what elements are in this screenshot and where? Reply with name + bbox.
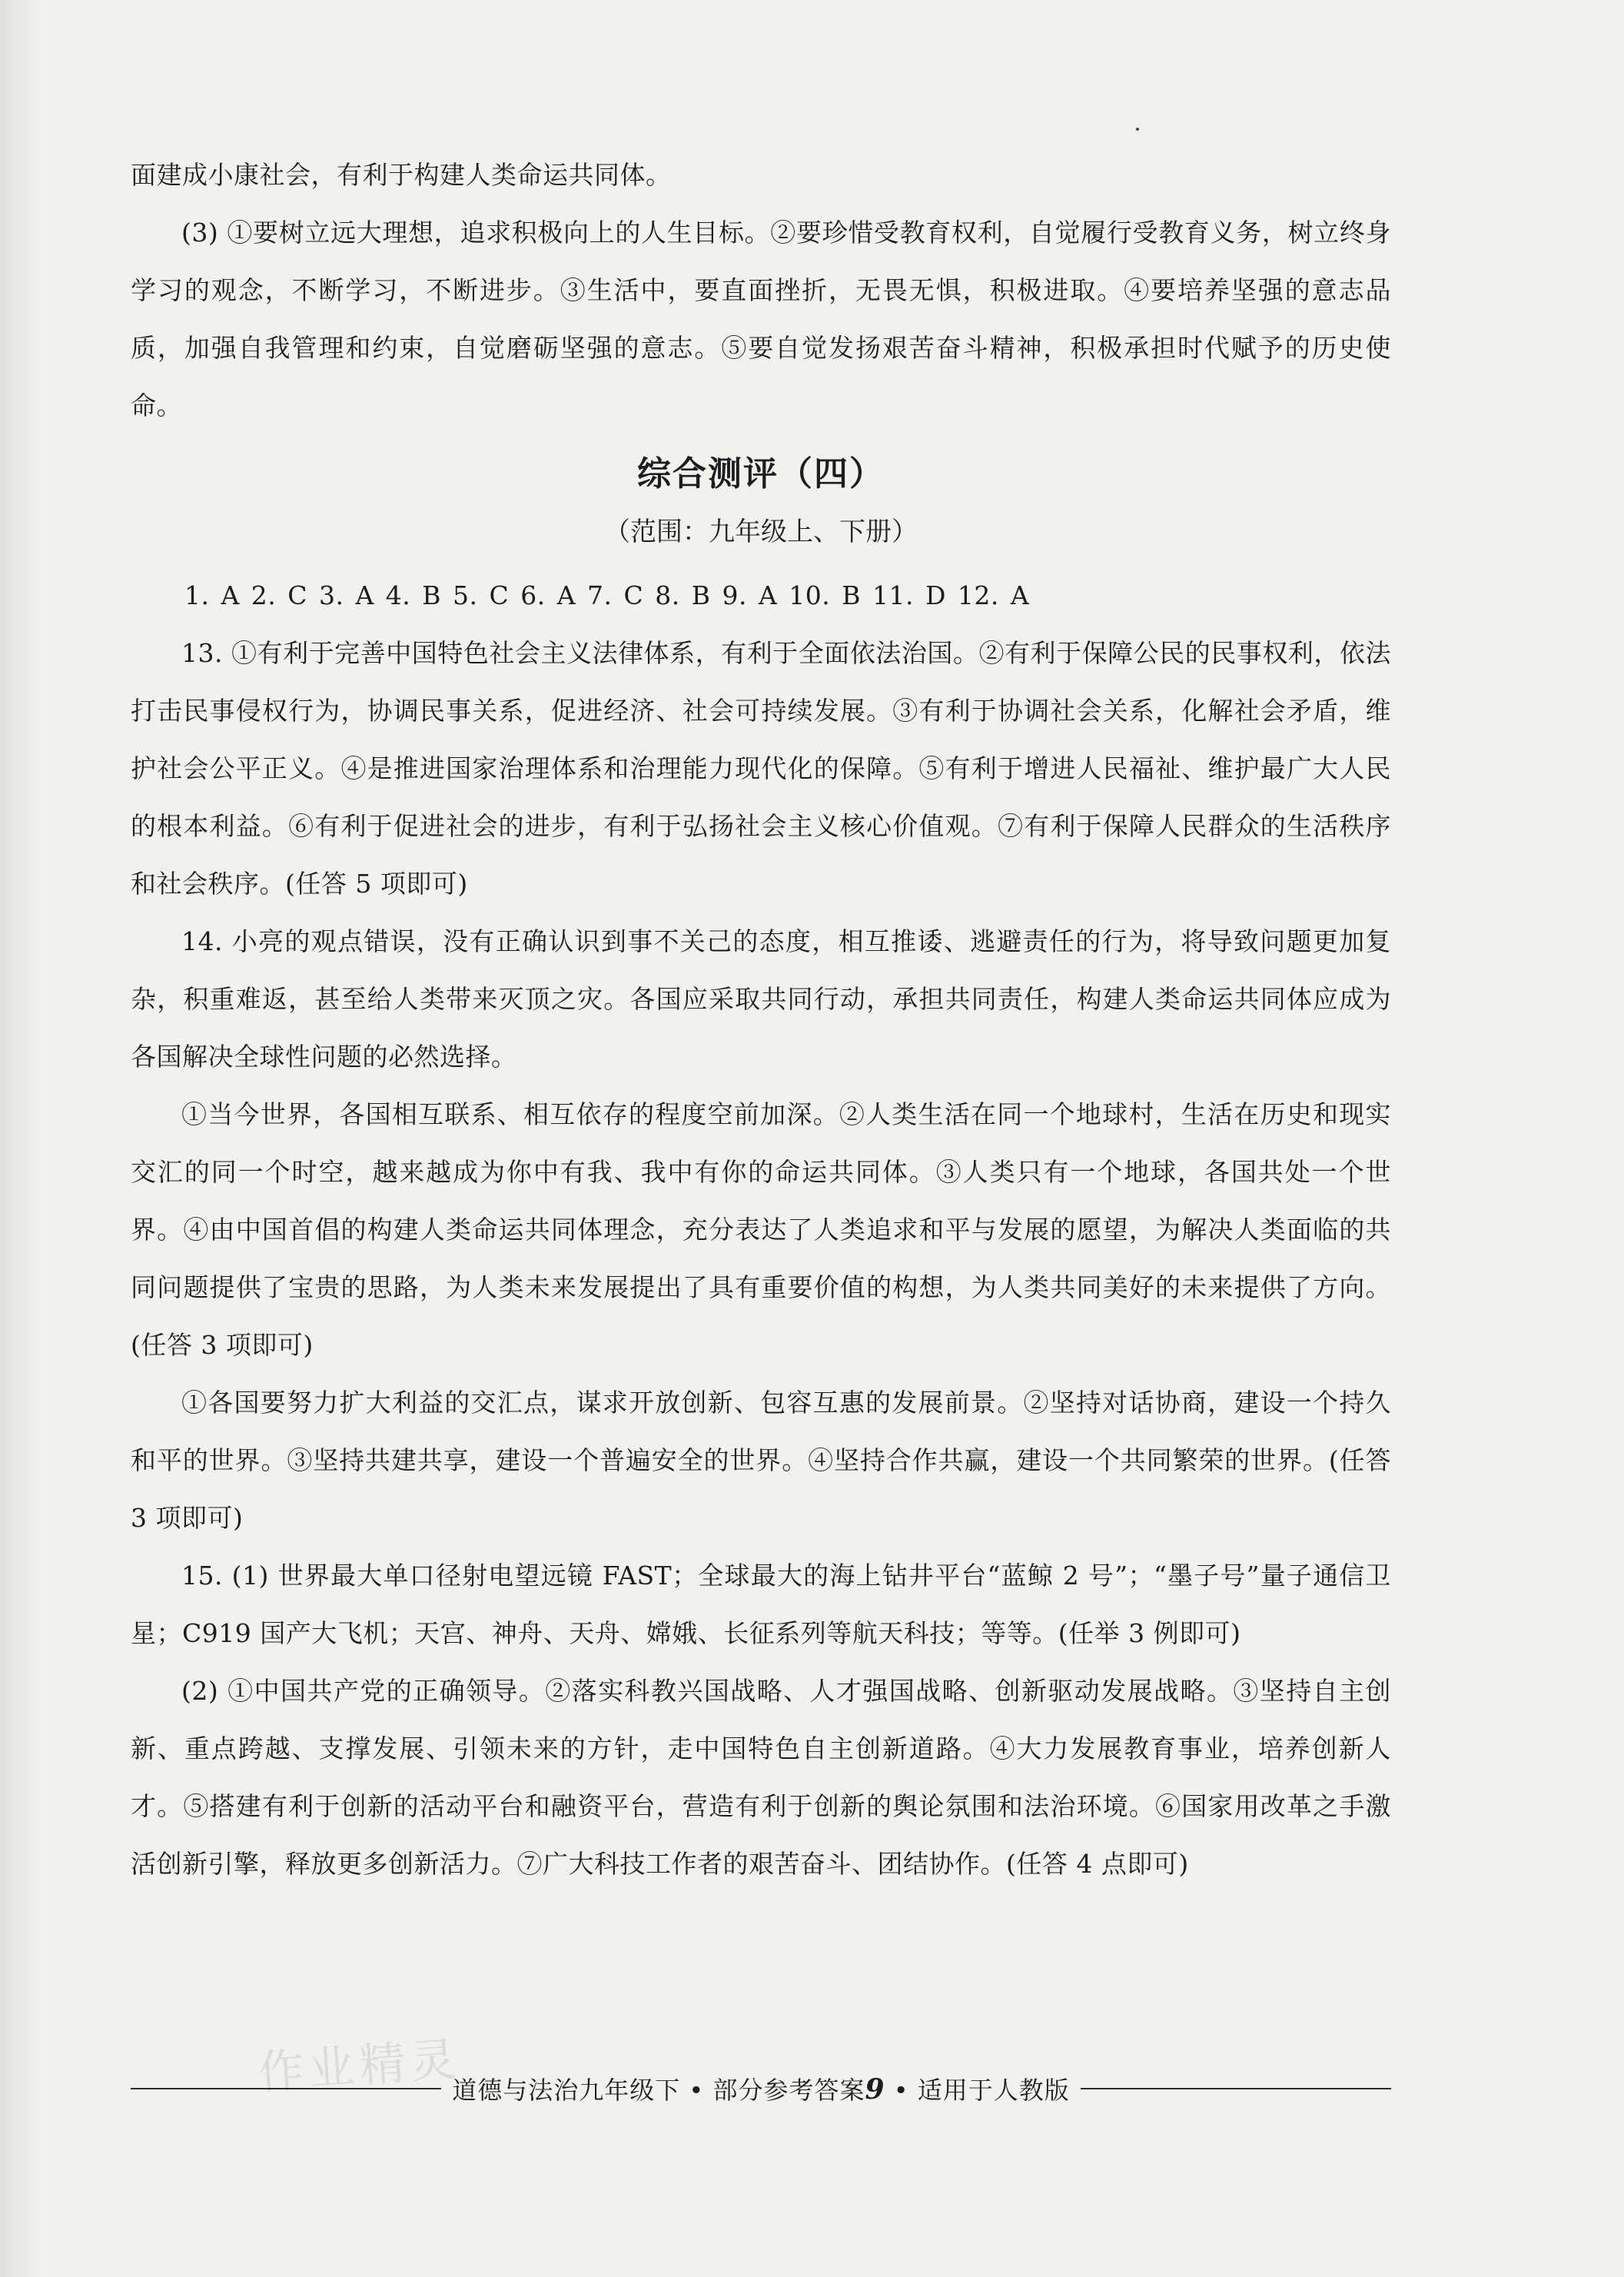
paragraph-answer-3: (3) ①要树立远大理想，追求积极向上的人生目标。②要珍惜受教育权利，自觉履行受教育义务，树立终身学习的观念，不断学习，不断进步。③生活中，要直面挫折，无畏无惧，积极进取。④要培养坚强的意志品质，加强自我管理和约束，自觉磨砺坚强的意志。⑤要自觉发扬艰苦奋斗精神，积极承担时代赋予的历史使命。 xyxy=(131,218,1391,420)
section-subtitle: （范围：九年级上、下册） xyxy=(604,517,918,547)
choice-answers: 1. A 2. C 3. A 4. B 5. C 6. A 7. C 8. B 9. A 10. B 11. D 12. A xyxy=(184,580,1030,610)
footer-subject: 道德与法治九年级下 xyxy=(452,2076,681,2105)
paragraph-continuation: 面建成小康社会，有利于构建人类命运共同体。 xyxy=(131,160,672,190)
footer-text xyxy=(441,2071,1081,2106)
footer-separator: • xyxy=(689,2076,705,2105)
section-title: 综合测评（四） xyxy=(637,454,885,494)
footer-rule-left xyxy=(131,2088,441,2089)
page-number: 9 xyxy=(865,2073,885,2106)
footer-separator: • xyxy=(893,2076,909,2105)
scan-speck xyxy=(1136,128,1139,131)
footer-answers-label: 部分参考答案 xyxy=(712,2076,865,2105)
paragraph-answer-15-2: (2) ①中国共产党的正确领导。②落实科教兴国战略、人才强国战略、创新驱动发展战略。③坚持自主创新、重点跨越、支撑发展、引领未来的方针，走中国特色自主创新道路。④大力发展教育事业，培养创新人才。⑤搭建有利于创新的活动平台和融资平台，营造有利于创新的舆论氛围和法治环境。⑥国家用改革之手激活创新引擎，释放更多创新活力。⑦广大科技工作者的艰苦奋斗、团结协作。(任答 4 点即可) xyxy=(131,1676,1391,1879)
watermark: 作业精灵 xyxy=(256,2032,463,2101)
footer-edition: 适用于人教版 xyxy=(917,2076,1070,2105)
paragraph-answer-14: 14. 小亮的观点错误，没有正确认识到事不关己的态度，相互推诿、逃避责任的行为，将导致问题更加复杂，积重难返，甚至给人类带来灭顶之灾。各国应采取共同行动，承担共同责任，构建人类命运共同体应成为各国解决全球性问题的必然选择。 xyxy=(131,926,1391,1072)
page-footer xyxy=(131,2069,1391,2108)
paragraph-answer-13: 13. ①有利于完善中国特色社会主义法律体系，有利于全面依法治国。②有利于保障公民的民事权利，依法打击民事侵权行为，协调民事关系，促进经济、社会可持续发展。③有利于协调社会关系，化解社会矛盾，维护社会公平正义。④是推进国家治理体系和治理能力现代化的保障。⑤有利于增进人民福祉、维护最广大人民的根本利益。⑥有利于促进社会的进步，有利于弘扬社会主义核心价值观。⑦有利于保障人民群众的生活秩序和社会秩序。(任答 5 项即可) xyxy=(131,638,1391,899)
paragraph-answer-14-actions: ①各国要努力扩大利益的交汇点，谋求开放创新、包容互惠的发展前景。②坚持对话协商，建设一个持久和平的世界。③坚持共建共享，建设一个普遍安全的世界。④坚持合作共赢，建设一个共同繁荣的世界。(任答 3 项即可) xyxy=(131,1388,1391,1533)
footer-rule-right xyxy=(1081,2088,1391,2089)
scan-edge-shadow xyxy=(0,0,42,2277)
paragraph-answer-15-1: 15. (1) 世界最大单口径射电望远镜 FAST；全球最大的海上钻井平台“蓝鲸 2 号”；“墨子号”量子通信卫星；C919 国产大飞机；天宫、神舟、天舟、嫦娥、长征系列等航天科技；等等。(任举 3 例即可) xyxy=(131,1561,1391,1648)
paragraph-answer-14-reasons: ①当今世界，各国相互联系、相互依存的程度空前加深。②人类生活在同一个地球村，生活在历史和现实交汇的同一个时空，越来越成为你中有我、我中有你的命运共同体。③人类只有一个地球，各国共处一个世界。④由中国首倡的构建人类命运共同体理念，充分表达了人类追求和平与发展的愿望，为解决人类面临的共同问题提供了宝贵的思路，为人类未来发展提出了具有重要价值的构想，为人类共同美好的未来提供了方向。(任答 3 项即可) xyxy=(131,1099,1391,1360)
page-content xyxy=(131,146,1391,1893)
